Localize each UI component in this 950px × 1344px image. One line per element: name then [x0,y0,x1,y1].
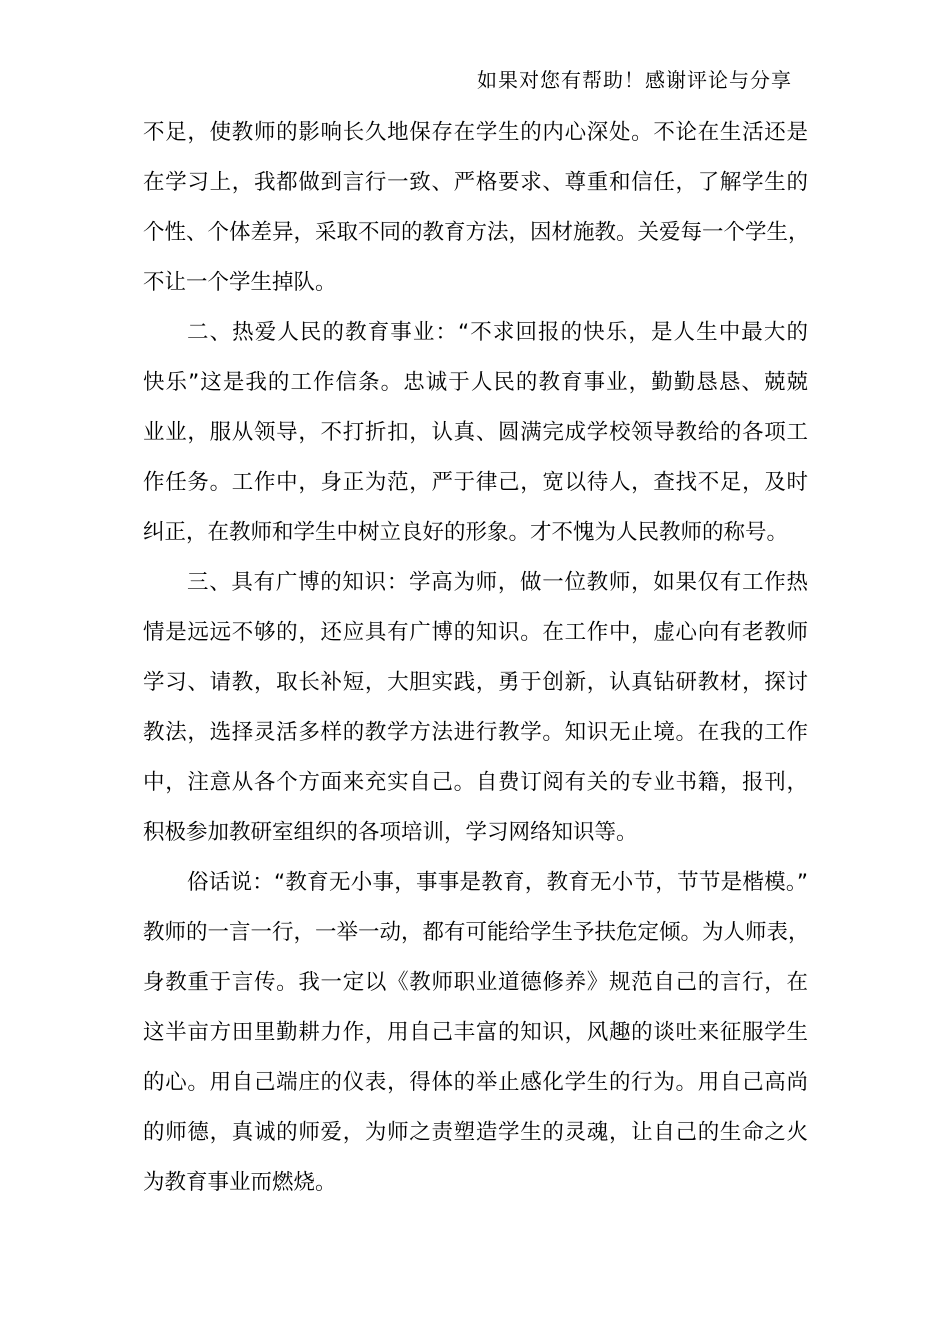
page-header: 如果对您有帮助！感谢评论与分享 [477,68,792,92]
paragraph-3 [143,558,808,858]
text-line: 的师德，真诚的师爱，为师之责塑造学生的灵魂，让自己的生命之火 [143,1120,808,1145]
text-line: 不让一个学生掉队。 [143,270,337,295]
text-line: 情是远远不够的，还应具有广博的知识。在工作中，虚心向有老教师 [143,620,808,645]
text-line: 快乐”这是我的工作信条。忠诚于人民的教育事业，勤勤恳恳、兢兢 [143,370,808,395]
text-line: 在学习上，我都做到言行一致、严格要求、尊重和信任，了解学生的 [143,170,808,195]
text-line: 业业，服从领导，不打折扣，认真、圆满完成学校领导教给的各项工 [143,420,808,445]
text-line: 学习、请教，取长补短，大胆实践，勇于创新，认真钻研教材，探讨 [143,670,808,695]
paragraph-4 [143,858,808,1208]
text-line: 身教重于言传。我一定以《教师职业道德修养》规范自己的言行，在 [143,970,808,995]
text-line: 教师的一言一行，一举一动，都有可能给学生予扶危定倾。为人师表， [143,920,810,945]
text-line: 的心。用自己端庄的仪表，得体的举止感化学生的行为。用自己高尚 [143,1070,808,1095]
text-line: 这半亩方田里勤耕力作，用自己丰富的知识，风趣的谈吐来征服学生 [143,1020,808,1045]
text-line: 为教育事业而燃烧。 [143,1170,337,1195]
text-line: 积极参加教研室组织的各项培训，学习网络知识等。 [143,820,638,845]
text-line: 中，注意从各个方面来充实自己。自费订阅有关的专业书籍，报刊， [143,770,808,795]
text-line: 二、热爱人民的教育事业：“不求回报的快乐，是人生中最大的 [187,320,808,345]
paragraph-1 [143,108,808,308]
text-line: 教法，选择灵活多样的教学方法进行教学。知识无止境。在我的工作 [143,720,808,745]
text-line: 不足，使教师的影响长久地保存在学生的内心深处。不论在生活还是 [143,120,808,145]
text-line: 俗话说：“教育无小事，事事是教育，教育无小节，节节是楷模。” [187,870,808,895]
document-body [143,108,808,1208]
text-line: 纠正，在教师和学生中树立良好的形象。才不愧为人民教师的称号。 [143,520,789,545]
paragraph-2 [143,308,808,558]
text-line: 个性、个体差异，采取不同的教育方法，因材施教。关爱每一个学生， [143,220,810,245]
text-line: 作任务。工作中，身正为范，严于律己，宽以待人，查找不足，及时 [143,470,808,495]
text-line: 三、具有广博的知识：学高为师，做一位教师，如果仅有工作热 [187,570,808,595]
